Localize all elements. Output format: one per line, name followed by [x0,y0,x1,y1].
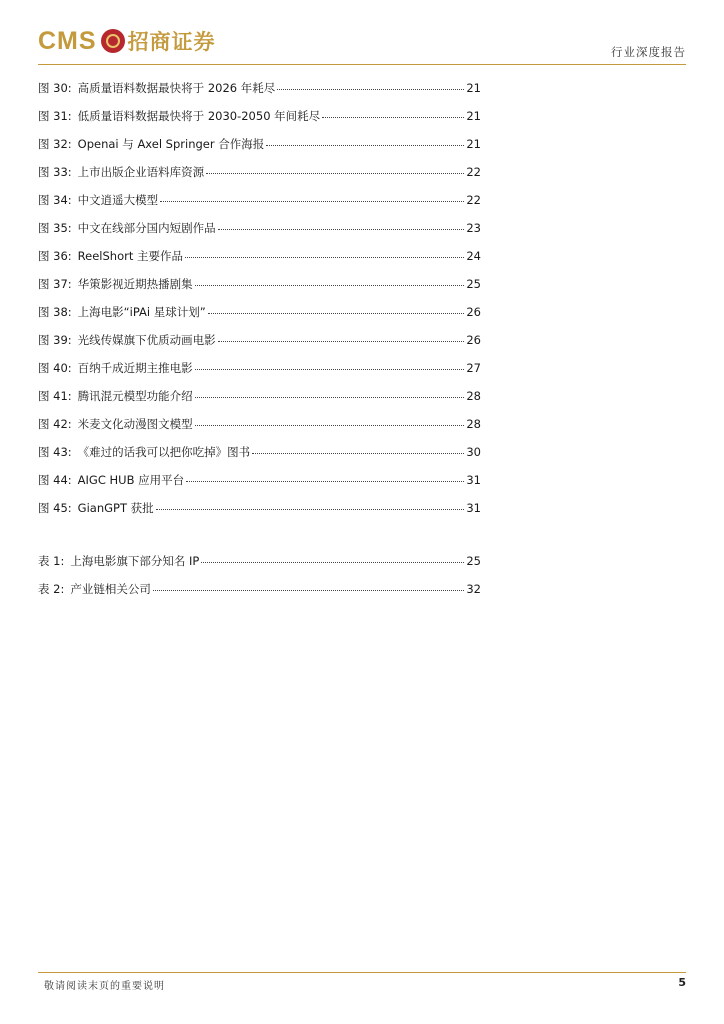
entry-number: 图 35: [38,221,72,235]
entry-page: 22 [466,193,481,207]
entry-page: 28 [466,417,481,431]
entry-number: 图 33: [38,165,72,179]
figure-entry[interactable] [38,416,481,444]
dot-leader [160,191,464,202]
dot-leader [266,135,464,146]
entry-number: 图 41: [38,389,72,403]
dot-leader [201,552,464,563]
entry-page: 25 [466,277,481,291]
entry-page: 26 [466,305,481,319]
figure-entry[interactable] [38,444,481,472]
figure-list [38,80,481,528]
entry-page: 30 [466,445,481,459]
entry-page: 21 [466,137,481,151]
entry-title: AIGC HUB 应用平台 [77,473,185,487]
table-list [38,553,481,609]
entry-page: 31 [466,473,481,487]
figure-entry[interactable] [38,276,481,304]
entry-page: 22 [466,165,481,179]
entry-page: 21 [466,81,481,95]
entry-number: 图 36: [38,249,72,263]
dot-leader [206,163,464,174]
dot-leader [195,275,465,286]
entry-number: 图 37: [38,277,72,291]
figure-entry[interactable] [38,136,481,164]
logo-latin-text: CMS [38,26,97,55]
entry-title: ReelShort 主要作品 [77,249,184,263]
figure-entry[interactable] [38,360,481,388]
entry-number: 表 2: [38,582,65,596]
emblem-icon [101,29,125,53]
entry-number: 图 43: [38,445,72,459]
figure-entry[interactable] [38,472,481,500]
entry-page: 24 [466,249,481,263]
entry-number: 图 40: [38,361,72,375]
dot-leader [195,415,465,426]
figure-entry[interactable] [38,80,481,108]
entry-page: 32 [466,582,481,596]
entry-page: 25 [466,554,481,568]
entry-number: 图 38: [38,305,72,319]
figure-entry[interactable] [38,192,481,220]
dot-leader [277,79,464,90]
figure-entry[interactable] [38,108,481,136]
entry-title: 《难过的话我可以把你吃掉》图书 [77,445,251,459]
dot-leader [252,443,464,454]
entry-page: 27 [466,361,481,375]
entry-number: 图 44: [38,473,72,487]
entry-title: 百纳千成近期主推电影 [77,361,193,375]
page-header [0,0,724,70]
entry-number: 图 30: [38,81,72,95]
dot-leader [185,247,464,258]
page-number: 5 [678,976,686,989]
dot-leader [153,580,465,591]
figure-entry[interactable] [38,164,481,192]
dot-leader [218,219,465,230]
entry-page: 26 [466,333,481,347]
figure-entry[interactable] [38,220,481,248]
entry-title: 华策影视近期热播剧集 [77,277,193,291]
figure-entry[interactable] [38,500,481,528]
dot-leader [218,331,465,342]
entry-number: 图 39: [38,333,72,347]
entry-number: 图 32: [38,137,72,151]
header-divider [38,64,686,65]
entry-number: 表 1: [38,554,65,568]
figure-entry[interactable] [38,304,481,332]
disclaimer-note: 敬请阅读末页的重要说明 [44,981,165,992]
entry-title: 中文在线部分国内短剧作品 [77,221,216,235]
table-entry[interactable] [38,581,481,609]
entry-page: 21 [466,109,481,123]
entry-number: 图 42: [38,417,72,431]
entry-title: 上海电影旗下部分知名 IP [70,554,200,568]
cms-logo [38,26,216,56]
footer-divider [38,972,686,973]
entry-title: 米麦文化动漫图文模型 [77,417,193,431]
figure-entry[interactable] [38,388,481,416]
entry-title: 低质量语料数据最快将于 2030-2050 年间耗尽 [77,109,321,123]
entry-title: 上市出版企业语料库资源 [77,165,205,179]
dot-leader [322,107,464,118]
dot-leader [186,471,464,482]
entry-page: 28 [466,389,481,403]
entry-title: 高质量语料数据最快将于 2026 年耗尽 [77,81,276,95]
document-type: 行业深度报告 [611,45,686,59]
entry-page: 23 [466,221,481,235]
entry-title: GianGPT 获批 [77,501,154,515]
logo-chinese-text: 招商证券 [127,30,216,54]
table-entry[interactable] [38,553,481,581]
entry-title: 腾讯混元模型功能介绍 [77,389,193,403]
figure-entry[interactable] [38,332,481,360]
dot-leader [156,499,465,510]
entry-number: 图 45: [38,501,72,515]
entry-title: 产业链相关公司 [70,582,151,596]
entry-title: 中文逍遥大模型 [77,193,159,207]
entry-number: 图 34: [38,193,72,207]
entry-title: 上海电影“iPAi 星球计划” [77,305,206,319]
entry-title: Openai 与 Axel Springer 合作海报 [77,137,265,151]
dot-leader [208,303,465,314]
figure-entry[interactable] [38,248,481,276]
dot-leader [195,387,465,398]
entry-number: 图 31: [38,109,72,123]
dot-leader [195,359,465,370]
entry-title: 光线传媒旗下优质动画电影 [77,333,216,347]
entry-page: 31 [466,501,481,515]
